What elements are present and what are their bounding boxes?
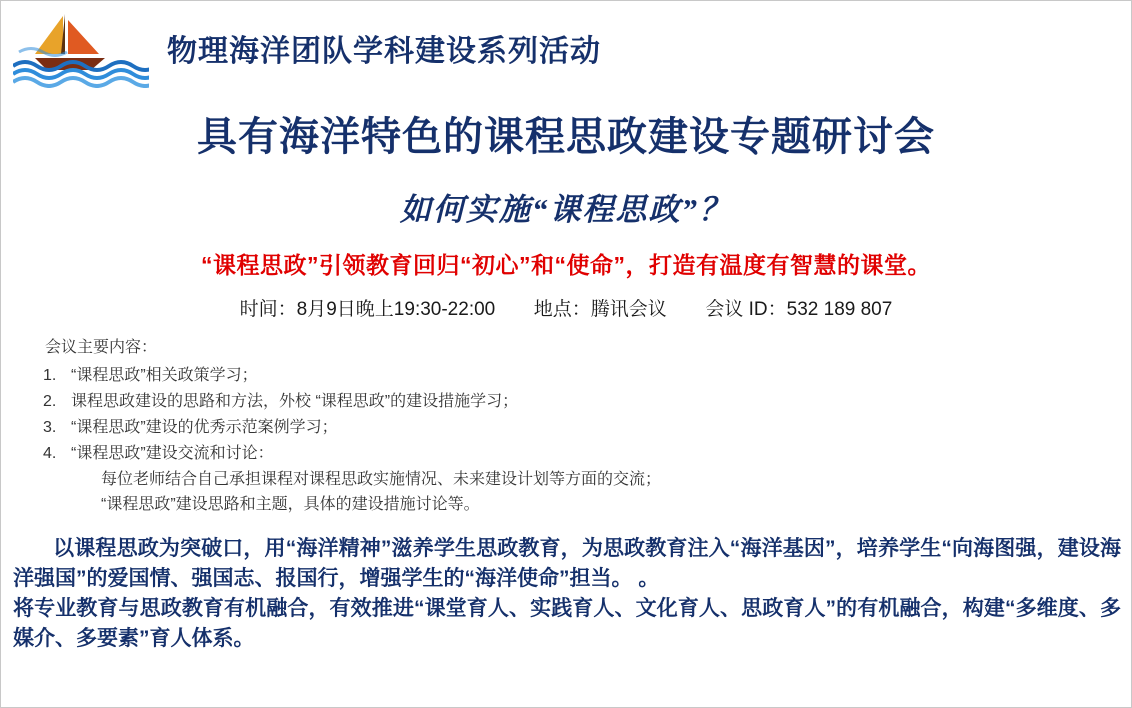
closing-paragraph-1 [13, 534, 1121, 594]
list-item [43, 363, 1131, 389]
agenda-section [1, 335, 1131, 518]
closing-paragraph-1-text: 以课程思政为突破口，用“海洋精神”滋养学生思政教育，为思政教育注入“海洋基因”，培养学生“向海图强，建设海洋强国”的爱国情、强国志、报国行，增强学生的“海洋使命”担当。 。 [13, 537, 1121, 591]
closing-section [1, 534, 1131, 653]
agenda-subitem: 每位老师结合自己承担课程对课程思政实施情况、未来建设计划等方面的交流； [101, 470, 662, 488]
agenda-text: 课程思政建设的思路和方法，外校 “课程思政”的建设措施学习； [71, 392, 519, 410]
meeting-id: 会议 ID：532 189 807 [705, 299, 893, 320]
poster-header [1, 1, 1131, 89]
agenda-list [43, 363, 1131, 467]
agenda-number: 1. [43, 366, 57, 384]
sub-title: 如何实施“课程思政”？ [400, 192, 732, 227]
agenda-text: “课程思政”相关政策学习； [71, 366, 258, 384]
main-title: 具有海洋特色的课程思政建设专题研讨会 [197, 115, 935, 159]
meeting-meta [1, 294, 1131, 321]
slogan-text: “课程思政”引领教育回归“初心”和“使命”，打造有温度有智慧的课堂。 [201, 252, 931, 278]
list-item [43, 389, 1131, 415]
header-title: 物理海洋团队学科建设系列活动 [167, 35, 601, 68]
meeting-time: 时间：8月9日晚上19:30-22:00 [239, 299, 496, 320]
agenda-text: “课程思政”建设交流和讨论： [71, 444, 274, 462]
agenda-number: 3. [43, 418, 57, 436]
agenda-number: 2. [43, 392, 57, 410]
sailboat-waves-logo [13, 8, 149, 88]
agenda-text: “课程思政”建设的优秀示范案例学习； [71, 418, 338, 436]
closing-paragraph-2: 将专业教育与思政教育有机融合，有效推进“课堂育人、实践育人、文化育人、思政育人”的有机融合，构建“多维度、多媒介、多要素”育人体系。 [13, 596, 1121, 650]
list-item [43, 415, 1131, 441]
meeting-place: 地点：腾讯会议 [533, 299, 667, 320]
agenda-heading: 会议主要内容： [45, 339, 158, 356]
list-item [43, 441, 1131, 467]
agenda-number: 4. [43, 444, 57, 462]
agenda-subitem: “课程思政”建设思路和主题，具体的建设措施讨论等。 [101, 496, 480, 514]
